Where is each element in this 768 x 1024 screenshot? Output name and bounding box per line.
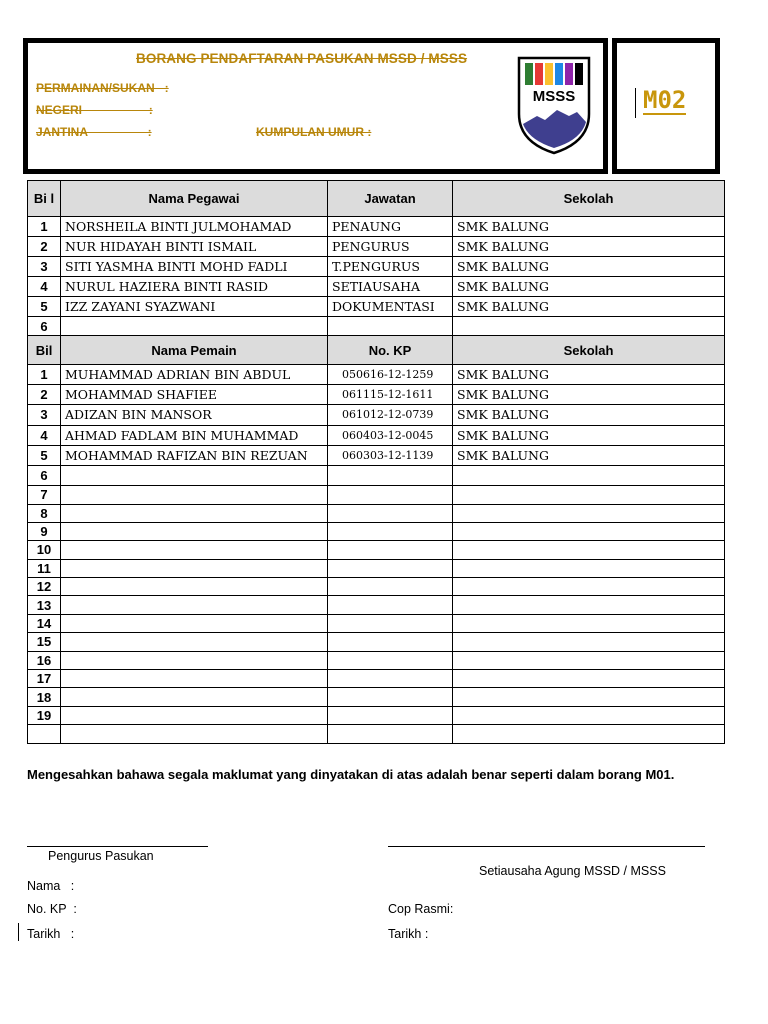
- row-number: 6: [28, 465, 61, 485]
- name-cell: [61, 522, 328, 540]
- ic-number-cell: [328, 725, 453, 743]
- name-cell: MOHAMMAD RAFIZAN BIN REZUAN: [61, 445, 328, 465]
- school-cell: [453, 725, 725, 743]
- ic-number-cell: [328, 465, 453, 485]
- table-row: [28, 297, 725, 317]
- tarikh-left-label: Tarikh :: [27, 927, 75, 941]
- name-cell: [61, 670, 328, 688]
- school-cell: SMK BALUNG: [453, 297, 725, 317]
- name-cell: [61, 688, 328, 706]
- row-number: 4: [28, 277, 61, 297]
- players-header-row: [28, 336, 725, 365]
- school-cell: [453, 596, 725, 614]
- ic-number-cell: 060303-12-1139: [328, 445, 453, 465]
- ic-number-cell: [328, 670, 453, 688]
- table-row: [28, 670, 725, 688]
- school-cell: [453, 614, 725, 632]
- row-number: 5: [28, 445, 61, 465]
- name-cell: [61, 706, 328, 724]
- position-cell: T.PENGURUS: [328, 257, 453, 277]
- table-row: [28, 688, 725, 706]
- school-cell: [453, 486, 725, 504]
- table-row: [28, 385, 725, 405]
- tarikh-right-label: Tarikh :: [388, 927, 429, 941]
- row-number: 11: [28, 559, 61, 577]
- position-cell: [328, 317, 453, 337]
- table-row: [28, 614, 725, 632]
- row-number: 7: [28, 486, 61, 504]
- name-cell: [61, 465, 328, 485]
- ic-number-cell: [328, 578, 453, 596]
- no-kp-header: No. KP: [328, 336, 453, 365]
- name-cell: [61, 559, 328, 577]
- permainan-label: PERMAINAN/SUKAN :: [36, 81, 169, 95]
- form-code: M02: [643, 86, 687, 114]
- confirmation-text: Mengesahkan bahawa segala maklumat yang dinyatakan di atas adalah benar seperti dalam borang M01.: [27, 767, 675, 782]
- school-cell: [453, 317, 725, 337]
- school-cell: [453, 706, 725, 724]
- ic-number-cell: [328, 688, 453, 706]
- officials-table: [27, 180, 725, 337]
- row-number: 1: [28, 217, 61, 237]
- school-cell: [453, 670, 725, 688]
- school-cell: SMK BALUNG: [453, 257, 725, 277]
- position-cell: PENGURUS: [328, 237, 453, 257]
- form-title: BORANG PENDAFTARAN PASUKAN MSSD / MSSS: [136, 51, 468, 66]
- row-number: 18: [28, 688, 61, 706]
- cop-rasmi-label: Cop Rasmi:: [388, 902, 454, 916]
- name-cell: NURUL HAZIERA BINTI RASID: [61, 277, 328, 297]
- row-number: 1: [28, 365, 61, 385]
- no-kp-label: No. KP :: [27, 902, 77, 916]
- ic-number-cell: [328, 541, 453, 559]
- name-cell: [61, 651, 328, 669]
- school-cell: SMK BALUNG: [453, 445, 725, 465]
- table-row: [28, 317, 725, 337]
- name-cell: [61, 504, 328, 522]
- table-row: [28, 445, 725, 465]
- name-cell: ADIZAN BIN MANSOR: [61, 405, 328, 425]
- school-cell: [453, 559, 725, 577]
- table-row: [28, 257, 725, 277]
- school-cell: SMK BALUNG: [453, 237, 725, 257]
- row-number: 2: [28, 385, 61, 405]
- row-number: 19: [28, 706, 61, 724]
- table-row: [28, 504, 725, 522]
- row-number: 6: [28, 317, 61, 337]
- table-row: [28, 425, 725, 445]
- table-row: [28, 725, 725, 743]
- table-row: [28, 541, 725, 559]
- school-cell: SMK BALUNG: [453, 405, 725, 425]
- text-cursor: [18, 923, 19, 941]
- name-cell: NUR HIDAYAH BINTI ISMAIL: [61, 237, 328, 257]
- table-row: [28, 217, 725, 237]
- school-cell: [453, 465, 725, 485]
- ic-number-cell: [328, 633, 453, 651]
- table-row: [28, 465, 725, 485]
- name-cell: SITI YASMHA BINTI MOHD FADLI: [61, 257, 328, 277]
- right-signature-line: [388, 846, 705, 847]
- ic-number-cell: [328, 486, 453, 504]
- jawatan-header: Jawatan: [328, 181, 453, 217]
- ic-number-cell: [328, 651, 453, 669]
- name-cell: [61, 596, 328, 614]
- row-number: [28, 725, 61, 743]
- school-cell: [453, 504, 725, 522]
- school-cell: [453, 688, 725, 706]
- school-cell: [453, 651, 725, 669]
- bil-header: Bil: [28, 336, 61, 365]
- position-cell: SETIAUSAHA: [328, 277, 453, 297]
- name-cell: MUHAMMAD ADRIAN BIN ABDUL: [61, 365, 328, 385]
- jantina-label: JANTINA :: [36, 125, 152, 139]
- sekolah-header: Sekolah: [453, 181, 725, 217]
- bil-header: Bi l: [28, 181, 61, 217]
- name-cell: [61, 486, 328, 504]
- row-number: 13: [28, 596, 61, 614]
- table-row: [28, 651, 725, 669]
- left-signature-line: [27, 846, 208, 847]
- kumpulan-umur-label: KUMPULAN UMUR :: [256, 125, 372, 139]
- form-code-box: [612, 38, 720, 174]
- row-number: 3: [28, 405, 61, 425]
- name-cell: [61, 614, 328, 632]
- ic-number-cell: [328, 596, 453, 614]
- table-row: [28, 578, 725, 596]
- name-cell: [61, 633, 328, 651]
- ic-number-cell: [328, 706, 453, 724]
- setiausaha-label: Setiausaha Agung MSSD / MSSS: [479, 864, 666, 878]
- row-number: 9: [28, 522, 61, 540]
- ic-number-cell: 060403-12-0045: [328, 425, 453, 445]
- players-table: [27, 335, 725, 744]
- school-cell: [453, 541, 725, 559]
- form-header: [23, 38, 608, 174]
- ic-number-cell: [328, 614, 453, 632]
- school-cell: SMK BALUNG: [453, 365, 725, 385]
- logo-text: MSSS: [532, 88, 576, 105]
- ic-number-cell: 061012-12-0739: [328, 405, 453, 425]
- table-row: [28, 706, 725, 724]
- name-cell: [61, 725, 328, 743]
- name-cell: AHMAD FADLAM BIN MUHAMMAD: [61, 425, 328, 445]
- name-cell: [61, 541, 328, 559]
- row-number: 10: [28, 541, 61, 559]
- school-cell: SMK BALUNG: [453, 425, 725, 445]
- row-number: 17: [28, 670, 61, 688]
- table-row: [28, 633, 725, 651]
- nama-label: Nama :: [27, 879, 75, 893]
- name-cell: [61, 317, 328, 337]
- ic-number-cell: 050616-12-1259: [328, 365, 453, 385]
- row-number: 3: [28, 257, 61, 277]
- nama-pemain-header: Nama Pemain: [61, 336, 328, 365]
- table-row: [28, 237, 725, 257]
- table-row: [28, 522, 725, 540]
- row-number: 16: [28, 651, 61, 669]
- position-cell: DOKUMENTASI: [328, 297, 453, 317]
- school-cell: SMK BALUNG: [453, 385, 725, 405]
- ic-number-cell: [328, 559, 453, 577]
- table-row: [28, 596, 725, 614]
- nama-pegawai-header: Nama Pegawai: [61, 181, 328, 217]
- negeri-label: NEGERI :: [36, 103, 153, 117]
- row-number: 15: [28, 633, 61, 651]
- name-cell: IZZ ZAYANI SYAZWANI: [61, 297, 328, 317]
- table-row: [28, 405, 725, 425]
- table-row: [28, 559, 725, 577]
- sekolah-header: Sekolah: [453, 336, 725, 365]
- school-cell: [453, 522, 725, 540]
- ic-number-cell: [328, 504, 453, 522]
- text-cursor: [635, 88, 636, 118]
- row-number: 8: [28, 504, 61, 522]
- ic-number-cell: 061115-12-1611: [328, 385, 453, 405]
- officials-header-row: [28, 181, 725, 217]
- name-cell: MOHAMMAD SHAFIEE: [61, 385, 328, 405]
- school-cell: SMK BALUNG: [453, 277, 725, 297]
- ic-number-cell: [328, 522, 453, 540]
- table-row: [28, 277, 725, 297]
- row-number: 12: [28, 578, 61, 596]
- row-number: 5: [28, 297, 61, 317]
- row-number: 4: [28, 425, 61, 445]
- row-number: 14: [28, 614, 61, 632]
- table-row: [28, 365, 725, 385]
- msss-logo: [515, 54, 593, 156]
- name-cell: NORSHEILA BINTI JULMOHAMAD: [61, 217, 328, 237]
- school-cell: [453, 578, 725, 596]
- position-cell: PENAUNG: [328, 217, 453, 237]
- table-row: [28, 486, 725, 504]
- school-cell: [453, 633, 725, 651]
- name-cell: [61, 578, 328, 596]
- pengurus-pasukan-label: Pengurus Pasukan: [48, 849, 154, 863]
- school-cell: SMK BALUNG: [453, 217, 725, 237]
- row-number: 2: [28, 237, 61, 257]
